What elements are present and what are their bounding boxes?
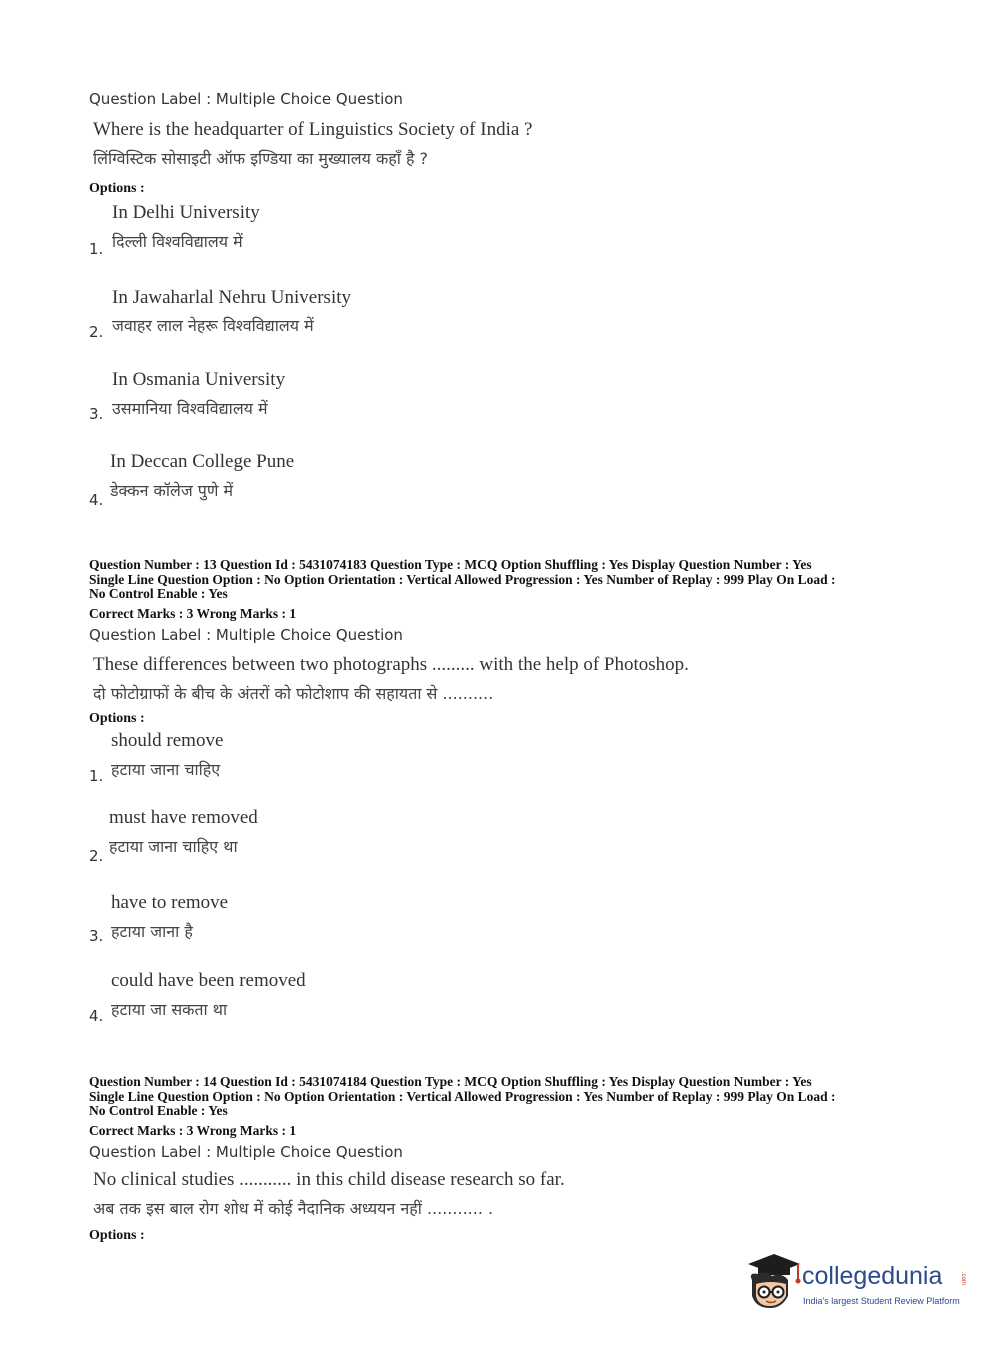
logo-wordmark: collegedunia: [802, 1262, 943, 1290]
option-3-hindi: उसमानिया विश्वविद्यालय में: [112, 399, 268, 418]
option-3-hindi: हटाया जाना है: [111, 922, 193, 941]
question-meta-line-1: Question Number : 14 Question Id : 5431074184 Question Type : MCQ Option Shuffling : Yes Display Question Number : Yes: [89, 1074, 812, 1089]
graduate-mascot-icon: [742, 1250, 802, 1314]
option-4-hindi: हटाया जा सकता था: [111, 1000, 228, 1019]
logo-tagline: India's largest Student Review Platform: [803, 1296, 960, 1306]
option-1-number: 1.: [89, 240, 104, 258]
question-text-english: No clinical studies ........... in this child disease research so far.: [93, 1169, 565, 1190]
option-2-english: must have removed: [109, 807, 258, 828]
option-2-hindi: जवाहर लाल नेहरू विश्वविद्यालय में: [112, 316, 314, 335]
question-marks: Correct Marks : 3 Wrong Marks : 1: [89, 606, 297, 621]
question-meta-line-3: No Control Enable : Yes: [89, 1103, 228, 1118]
options-heading: Options :: [89, 181, 145, 196]
question-label: Question Label : Multiple Choice Question: [89, 1143, 403, 1161]
option-2-number: 2.: [89, 323, 104, 341]
question-meta-line-3: No Control Enable : Yes: [89, 586, 228, 601]
question-text-english: Where is the headquarter of Linguistics Society of India ?: [93, 119, 533, 140]
question-meta-line-1: Question Number : 13 Question Id : 5431074183 Question Type : MCQ Option Shuffling : Yes Display Question Number : Yes: [89, 557, 812, 572]
question-marks: Correct Marks : 3 Wrong Marks : 1: [89, 1123, 297, 1138]
option-1-hindi: हटाया जाना चाहिए: [111, 760, 221, 779]
option-2-hindi: हटाया जाना चाहिए था: [109, 837, 238, 856]
question-meta-line-2: Single Line Question Option : No Option Orientation : Vertical Allowed Progression : Yes Number of Replay : 999 Play On Load :: [89, 572, 836, 587]
option-4-number: 4.: [89, 1007, 104, 1025]
option-1-english: In Delhi University: [112, 202, 260, 223]
options-heading: Options :: [89, 711, 145, 726]
option-3-english: have to remove: [111, 892, 229, 913]
collegedunia-logo[interactable]: [742, 1250, 972, 1314]
options-heading: Options :: [89, 1228, 145, 1243]
option-1-hindi: दिल्ली विश्वविद्यालय में: [112, 232, 243, 251]
question-text-hindi: लिंग्विस्टिक सोसाइटी ऑफ इण्डिया का मुख्यालय कहाँ है ?: [93, 149, 429, 168]
option-4-english: could have been removed: [111, 970, 306, 991]
option-1-number: 1.: [89, 767, 104, 785]
option-2-number: 2.: [89, 847, 104, 865]
option-2-english: In Jawaharlal Nehru University: [112, 287, 352, 308]
question-text-hindi: दो फोटोग्राफों के बीच के अंतरों को फोटोशाप की सहायता से ..........: [93, 684, 494, 703]
question-label: Question Label : Multiple Choice Question: [89, 626, 403, 644]
question-text-english: These differences between two photographs ......... with the help of Photoshop.: [93, 654, 689, 675]
option-4-number: 4.: [89, 491, 104, 509]
option-1-english: should remove: [111, 730, 224, 751]
option-4-hindi: डेक्कन कॉलेज पुणे में: [110, 481, 234, 500]
question-meta-line-2: Single Line Question Option : No Option Orientation : Vertical Allowed Progression : Yes Number of Replay : 999 Play On Load :: [89, 1089, 836, 1104]
option-3-number: 3.: [89, 405, 104, 423]
question-label: Question Label : Multiple Choice Question: [89, 90, 403, 108]
option-3-number: 3.: [89, 927, 104, 945]
option-3-english: In Osmania University: [112, 369, 286, 390]
logo-domain: .com: [960, 1272, 966, 1286]
option-4-english: In Deccan College Pune: [110, 451, 295, 472]
question-text-hindi: अब तक इस बाल रोग शोध में कोई नैदानिक अध्ययन नहीं ........... .: [93, 1199, 494, 1218]
